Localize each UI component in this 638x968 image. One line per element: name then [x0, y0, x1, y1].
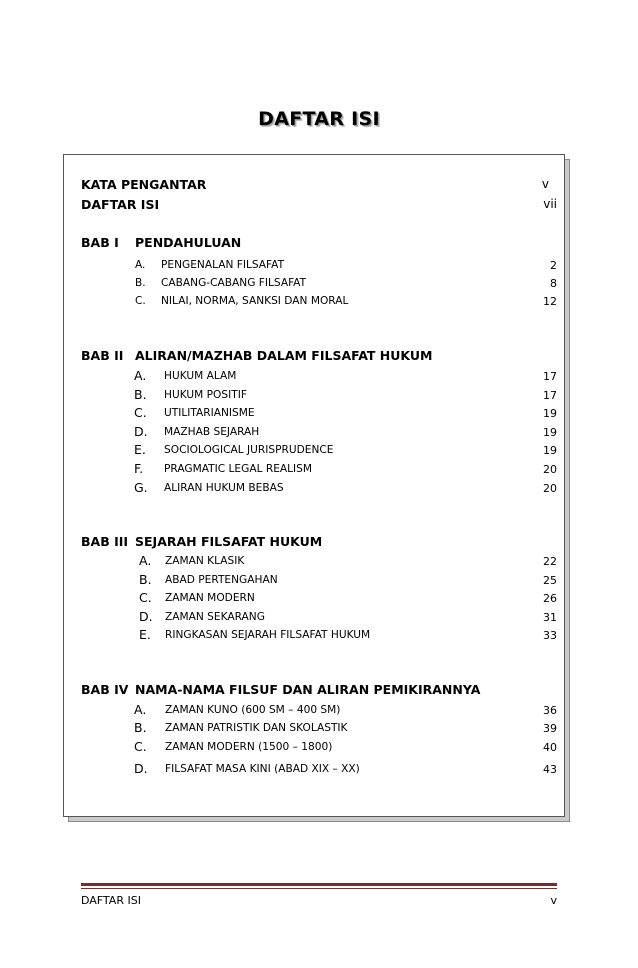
toc-item[interactable]: NILAI, NORMA, SANKSI DAN MORAL: [161, 295, 349, 307]
item-page: 8: [550, 277, 557, 290]
item-page: 22: [543, 555, 557, 568]
toc-item-letter: G.: [134, 480, 148, 495]
toc-item-letter: B.: [134, 720, 147, 735]
toc-item[interactable]: HUKUM POSITIF: [164, 389, 247, 401]
toc-item-letter: C.: [135, 295, 146, 307]
chapter-title: SEJARAH FILSAFAT HUKUM: [135, 534, 323, 549]
toc-box: [63, 154, 565, 817]
toc-item-letter: C.: [134, 739, 147, 754]
toc-item[interactable]: RINGKASAN SEJARAH FILSAFAT HUKUM: [165, 629, 371, 641]
chapter-code: BAB I: [81, 235, 119, 250]
toc-item-letter: C.: [139, 590, 152, 605]
toc-item-letter: E.: [139, 627, 151, 642]
item-page: 26: [543, 592, 557, 605]
item-page: 20: [543, 463, 557, 476]
toc-item-letter: B.: [139, 572, 152, 587]
chapter-title: PENDAHULUAN: [135, 235, 242, 250]
item-page: 19: [543, 407, 557, 420]
toc-item-letter: A.: [135, 259, 146, 271]
toc-item[interactable]: FILSAFAT MASA KINI (ABAD XIX – XX): [165, 763, 360, 775]
toc-item[interactable]: SOCIOLOGICAL JURISPRUDENCE: [164, 444, 334, 456]
toc-item[interactable]: ZAMAN SEKARANG: [165, 611, 265, 623]
item-page: 17: [543, 389, 557, 402]
footer-section-title: DAFTAR ISI: [81, 894, 141, 907]
toc-item[interactable]: ABAD PERTENGAHAN: [165, 574, 278, 586]
item-page: 25: [543, 574, 557, 587]
toc-item[interactable]: PENGENALAN FILSAFAT: [161, 259, 285, 271]
toc-item-letter: C.: [134, 405, 147, 420]
toc-item-letter: A.: [134, 368, 147, 383]
page-title: DAFTAR ISI: [258, 108, 380, 130]
chapter-heading[interactable]: [81, 348, 123, 363]
item-page: 31: [543, 611, 557, 624]
toc-item-letter: B.: [134, 387, 147, 402]
toc-item-letter: A.: [139, 553, 152, 568]
chapter-heading[interactable]: [81, 235, 119, 250]
toc-item-letter: F.: [134, 461, 144, 476]
chapter-code: BAB III: [81, 534, 129, 549]
toc-item[interactable]: ZAMAN KUNO (600 SM – 400 SM): [165, 704, 341, 716]
chapter-title: ALIRAN/MAZHAB DALAM FILSAFAT HUKUM: [135, 348, 433, 363]
toc-item-letter: D.: [139, 609, 153, 624]
entry-label: DAFTAR ISI: [81, 197, 160, 212]
item-page: 36: [543, 704, 557, 717]
item-page: 19: [543, 444, 557, 457]
toc-item[interactable]: ALIRAN HUKUM BEBAS: [164, 482, 284, 494]
toc-item[interactable]: UTILITARIANISME: [164, 407, 255, 419]
item-page: 40: [543, 741, 557, 754]
footer-rule: [81, 883, 557, 886]
toc-item[interactable]: ZAMAN MODERN (1500 – 1800): [165, 741, 333, 753]
toc-item[interactable]: PRAGMATIC LEGAL REALISM: [164, 463, 313, 475]
toc-item[interactable]: HUKUM ALAM: [164, 370, 237, 382]
item-page: 2: [550, 259, 557, 272]
toc-entry-daftar-isi[interactable]: [81, 197, 159, 212]
entry-page: vii: [543, 197, 557, 211]
entry-page: v: [541, 177, 549, 191]
item-page: 17: [543, 370, 557, 383]
toc-item-letter: E.: [134, 442, 146, 457]
chapter-code: BAB IV: [81, 682, 129, 697]
chapter-title: NAMA-NAMA FILSUF DAN ALIRAN PEMIKIRANNYA: [135, 682, 481, 697]
footer-rule-thin: [81, 888, 557, 889]
item-page: 19: [543, 426, 557, 439]
item-page: 43: [543, 763, 557, 776]
entry-label: KATA PENGANTAR: [81, 177, 207, 192]
item-page: 39: [543, 722, 557, 735]
toc-item-letter: D.: [134, 761, 148, 776]
toc-item-letter: A.: [134, 702, 147, 717]
toc-item[interactable]: ZAMAN PATRISTIK DAN SKOLASTIK: [165, 722, 348, 734]
toc-item[interactable]: ZAMAN KLASIK: [165, 555, 245, 567]
toc-item-letter: B.: [135, 277, 146, 289]
chapter-heading[interactable]: [81, 682, 128, 697]
footer-page-number: v: [550, 894, 557, 907]
toc-entry-kata-pengantar[interactable]: [81, 177, 206, 192]
item-page: 33: [543, 629, 557, 642]
chapter-code: BAB II: [81, 348, 124, 363]
chapter-heading[interactable]: [81, 534, 128, 549]
toc-item[interactable]: ZAMAN MODERN: [165, 592, 255, 604]
item-page: 20: [543, 482, 557, 495]
toc-item[interactable]: MAZHAB SEJARAH: [164, 426, 260, 438]
item-page: 12: [543, 295, 557, 308]
toc-item[interactable]: CABANG-CABANG FILSAFAT: [161, 277, 307, 289]
toc-item-letter: D.: [134, 424, 148, 439]
